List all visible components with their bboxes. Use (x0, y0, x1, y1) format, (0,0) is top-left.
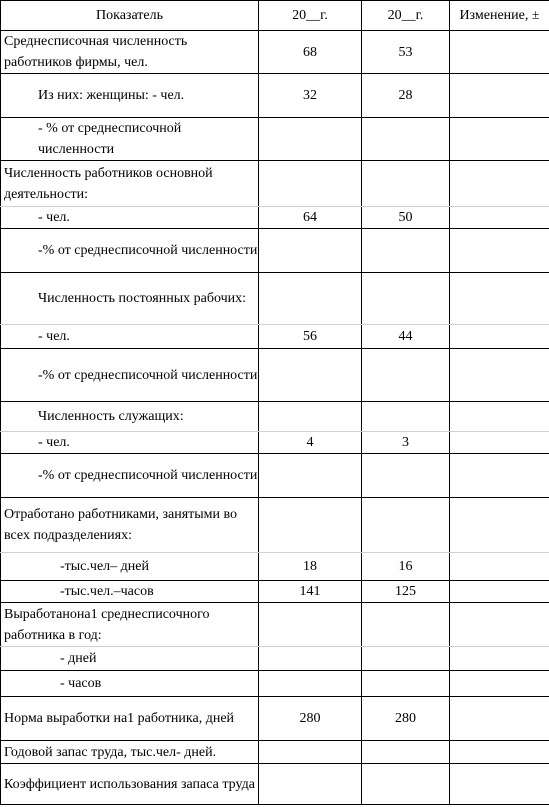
table-row (1, 432, 549, 454)
table-row (1, 741, 549, 764)
table-row (1, 273, 549, 325)
table-row (1, 603, 549, 647)
row-label: - чел. (1, 325, 259, 349)
cell-change (450, 581, 549, 603)
row-label: Численность постоянных рабочих: (1, 273, 259, 325)
cell-change (450, 671, 549, 697)
cell-change (450, 603, 549, 647)
row-label: - чел. (1, 432, 259, 454)
header-year-1: 20__г. (259, 1, 362, 31)
table-row (1, 581, 549, 603)
cell-year-1 (259, 402, 362, 432)
cell-year-2: 44 (362, 325, 450, 349)
cell-year-2: 28 (362, 74, 450, 118)
cell-year-1 (259, 764, 362, 805)
cell-year-1 (259, 118, 362, 161)
cell-change (450, 764, 549, 805)
cell-year-1: 141 (259, 581, 362, 603)
cell-year-2 (362, 349, 450, 402)
cell-change (450, 31, 549, 74)
cell-year-2: 50 (362, 207, 450, 229)
table-row (1, 553, 549, 581)
cell-year-2 (362, 161, 450, 207)
cell-change (450, 697, 549, 741)
table-row (1, 325, 549, 349)
cell-year-2: 280 (362, 697, 450, 741)
table-row (1, 671, 549, 697)
cell-year-2 (362, 647, 450, 671)
header-year-2: 20__г. (362, 1, 450, 31)
cell-change (450, 207, 549, 229)
cell-year-2 (362, 498, 450, 553)
cell-change (450, 498, 549, 553)
table-row (1, 74, 549, 118)
row-label: -тыс.чел.–часов (1, 581, 259, 603)
cell-change (450, 741, 549, 764)
cell-year-2 (362, 671, 450, 697)
cell-year-2 (362, 741, 450, 764)
table-row (1, 454, 549, 498)
cell-year-1: 18 (259, 553, 362, 581)
cell-change (450, 161, 549, 207)
cell-year-1 (259, 229, 362, 273)
cell-year-2 (362, 273, 450, 325)
table-row (1, 118, 549, 161)
cell-year-1: 64 (259, 207, 362, 229)
table-row (1, 697, 549, 741)
header-row (1, 1, 549, 31)
row-label: - часов (1, 671, 259, 697)
row-label: - чел. (1, 207, 259, 229)
cell-change (450, 229, 549, 273)
row-label: Выработанона1 среднесписочного работника в год: (1, 603, 259, 647)
cell-change (450, 553, 549, 581)
cell-year-1: 280 (259, 697, 362, 741)
cell-year-1 (259, 647, 362, 671)
row-label: Численность служащих: (1, 402, 259, 432)
cell-year-2 (362, 229, 450, 273)
cell-year-2: 125 (362, 581, 450, 603)
cell-year-2 (362, 764, 450, 805)
cell-year-1: 56 (259, 325, 362, 349)
cell-year-2: 53 (362, 31, 450, 74)
row-label: Среднесписочная численность работников фирмы, чел. (1, 31, 259, 74)
cell-year-1: 4 (259, 432, 362, 454)
table-row (1, 498, 549, 553)
row-label: Отработано работниками, занятыми во всех подразделениях: (1, 498, 259, 553)
header-change: Изменение, ± (450, 1, 549, 31)
table-row (1, 161, 549, 207)
cell-change (450, 454, 549, 498)
cell-year-2 (362, 603, 450, 647)
cell-year-2 (362, 402, 450, 432)
cell-year-1 (259, 498, 362, 553)
cell-change (450, 402, 549, 432)
row-label: - дней (1, 647, 259, 671)
cell-change (450, 349, 549, 402)
cell-change (450, 325, 549, 349)
cell-year-2: 16 (362, 553, 450, 581)
row-label: Численность работников основной деятельности: (1, 161, 259, 207)
row-label: -% от среднесписочной численности (1, 454, 259, 498)
cell-year-1 (259, 741, 362, 764)
row-label: - % от среднесписочной численности (1, 118, 259, 161)
cell-change (450, 74, 549, 118)
row-label: Годовой запас труда, тыс.чел- дней. (1, 741, 259, 764)
row-label: -% от среднесписочной численности (1, 349, 259, 402)
cell-year-1 (259, 349, 362, 402)
cell-year-2 (362, 454, 450, 498)
table-row (1, 31, 549, 74)
header-indicator: Показатель (1, 1, 259, 31)
cell-year-1 (259, 454, 362, 498)
table-row (1, 764, 549, 805)
cell-year-2: 3 (362, 432, 450, 454)
row-label: Норма выработки на1 работника, дней (1, 697, 259, 741)
cell-change (450, 118, 549, 161)
row-label: Из них: женщины: - чел. (1, 74, 259, 118)
row-label: Коэффициент использования запаса труда (1, 764, 259, 805)
cell-year-2 (362, 118, 450, 161)
cell-year-1: 68 (259, 31, 362, 74)
cell-change (450, 647, 549, 671)
cell-year-1 (259, 273, 362, 325)
cell-year-1 (259, 161, 362, 207)
cell-year-1 (259, 603, 362, 647)
row-label: -% от среднесписочной численности (1, 229, 259, 273)
table-row (1, 647, 549, 671)
cell-change (450, 273, 549, 325)
row-label: -тыс.чел– дней (1, 553, 259, 581)
cell-change (450, 432, 549, 454)
table-row (1, 207, 549, 229)
table-row (1, 229, 549, 273)
cell-year-1: 32 (259, 74, 362, 118)
table-row (1, 349, 549, 402)
cell-year-1 (259, 671, 362, 697)
table-row (1, 402, 549, 432)
